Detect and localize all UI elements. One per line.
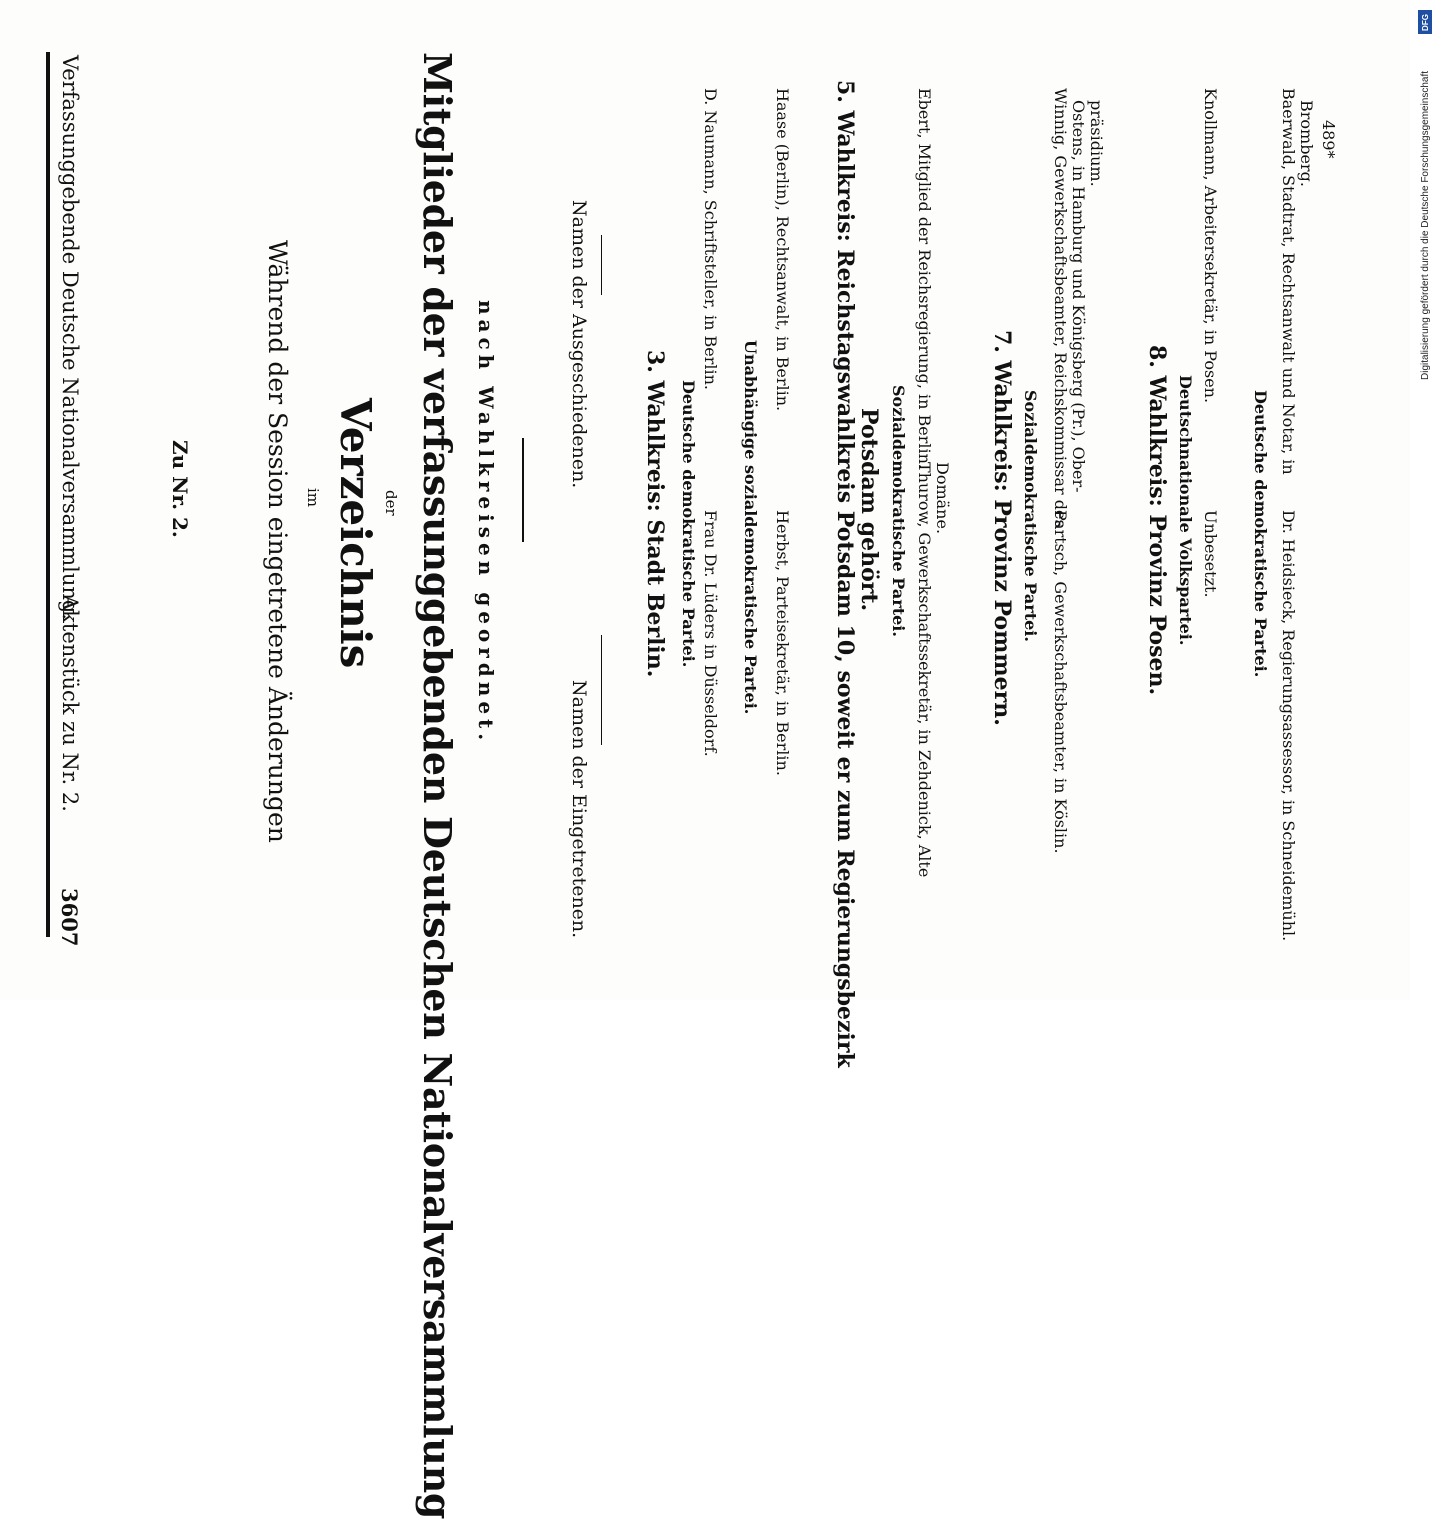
entry-left: Ebert, Mitglied der Reichsregierung, in Berlin. [915,88,934,470]
entry-left: Knollmann, Arbeitersekretär, in Posen. [1201,88,1220,404]
col-head-left-rule [601,635,602,745]
party-name: Unabhängige sozialdemokratische Partei. [741,340,760,715]
section-heading: 7. Wahlkreis: Provinz Pommern. [989,330,1015,726]
party-name: Deutsche demokratische Partei. [679,380,698,668]
entry-left: D. Naumann, Schriftsteller, in Berlin. [701,88,720,390]
entry-right-cont: Domäne. [933,462,952,535]
header-rule [46,52,50,937]
entry-left: Haase (Berlin), Rechtsanwalt, in Berlin. [773,88,792,412]
entry-right: Partsch, Gewerkschaftsbeamter, in Köslin. [1051,510,1070,854]
page-number: 3607 [57,888,82,947]
entry-right: Frau Dr. Lüders in Düsseldorf. [701,510,720,757]
mitglieder-title: Mitglieder der verfassunggebenden Deutschen Nationalversammlung [415,52,460,1519]
entry-left-cont: Ostens, in Hamburg und Königsberg (Pr.), Ober- [1069,100,1088,493]
entry-right: Thurow, Gewerkschaftssekretär, in Zehdenick, Alte [915,462,934,878]
col-head-right-rule [601,235,602,295]
section-heading-cont: Potsdam gehört. [856,408,882,612]
sheet-number: 489* [1319,120,1338,159]
col-head-right: Namen der Eingetretenen. [568,680,590,939]
entry-right: Herbst, Parteisekretär, in Berlin. [773,510,792,776]
party-name: Sozialdemokratische Partei. [1021,390,1040,642]
intro-line: Während der Session eingetretene Änderungen [263,240,292,843]
im-label: im [304,488,322,508]
header-title: Verfassunggebende Deutsche Nationalversammlung. [58,55,82,621]
dfg-logo: DFG [1418,10,1432,34]
nach-wahlkreisen: nach Wahlkreisen geordnet. [474,300,498,746]
entry-left: Baerwald, Stadtrat, Rechtsanwalt und Notar, in [1279,88,1298,475]
entry-left-cont: Bromberg. [1297,100,1316,187]
header-aktenstueck: Aktenstück zu Nr. 2. [58,595,82,812]
col-head-left: Namen der Ausgeschiedenen. [568,200,590,489]
der-label: der [382,490,400,516]
entry-left: Winnig, Gewerkschaftsbeamter, Reichskommissar des [1051,88,1070,528]
entry-right: Unbesetzt. [1201,510,1220,598]
entry-left-cont: präsidium. [1087,100,1106,187]
party-name: Deutschnationale Volkspartei. [1176,375,1195,646]
entry-right: Dr. Heidsieck, Regierungsassessor, in Schneidemühl. [1279,510,1298,942]
zu-nr: Zu Nr. 2. [168,440,192,538]
section-heading: 3. Wahlkreis: Stadt Berlin. [642,350,668,678]
party-name: Sozialdemokratische Partei. [889,385,908,637]
footer-credit: Digitalisierung gefördert durch die Deutsche Forschungsgemeinschaft [1420,70,1431,380]
title-rule [522,438,524,542]
party-name: Deutsche demokratische Partei. [1251,390,1270,678]
section-heading: 5. Wahlkreis: Reichstagswahlkreis Potsdam 10, soweit er zum Regierungsbezirk [832,80,858,1068]
verzeichnis-title: Verzeichnis [331,398,380,669]
section-heading: 8. Wahlkreis: Provinz Posen. [1144,345,1170,696]
